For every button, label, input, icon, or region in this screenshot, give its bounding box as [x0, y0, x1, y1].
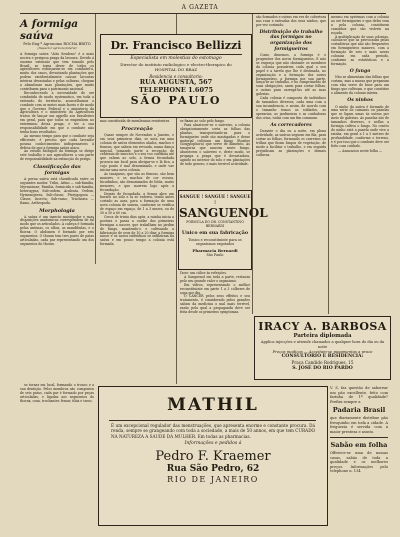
column-4: [256, 16, 326, 157]
section-heading: Distribuição do trabalho das formigas no organização dos formigueiros: [259, 29, 323, 52]
ad-sanguenol-desc: Tonico e reconstituinte para os organismos exgotados: [188, 238, 242, 247]
ad-iracy-prices: Preços modicos — Acceitam-se pagamentos a prazo: [272, 349, 373, 355]
column-2: [100, 120, 174, 247]
column-rule: [252, 14, 253, 314]
article-paragraph: A Sanguenol em toda a parte, restaura pelo seu grande valor o organismo.: [180, 274, 250, 283]
masthead-title: A GAZETA: [181, 4, 219, 11]
article-paragraph: Cada colonia é composta de individuos de tamanhos diversos, cada uma com a sua incumbencia, e assim, de acordo com o tamanho temos as soldados, as operarias, as jardineiras e as cuidadoras das crias, todas com um fim commum.: [256, 96, 326, 120]
ad-iracy-location: S. JOSÉ DO RIO PARDO: [292, 365, 353, 371]
ad-sabao-title: Sabão em folha: [330, 441, 388, 449]
section-heading: O fungo: [349, 68, 371, 74]
ad-street: RUA AUGUSTA, 567: [139, 78, 213, 86]
article-paragraph: Quase sempre de Novembro a Janeiro, e em seus primeiros dias, se nota em uma colonia de saúva elementos alados, machos e femeas, que sahem em revoada, numa dança nupcial, tomando parte a recepção de centenas de insectos e o seu voo continúa até que cahem ao solo, a femea fecundada procura um local para abrigar-se e lá fica, a cujo ponto é mal denominado, e onde vae iniciar uma nova colonia.: [100, 132, 174, 173]
column-rule: [95, 14, 96, 264]
ad-iracy-services: CONSULTORIO E RESIDENCIA:: [281, 354, 364, 360]
article-paragraph: Como dissemos, a formiga é o progenitor dos novos formigueiros. E não se esqueça que não obstante os membros da colonia possuírem cada qual o seu papel e a tarefa que lhe é destinada, no organização e a formação dos novos formigueiros, a formiga por sua parte, lança-se ao trabalho, e no cumprimento de suas obrigações, saem para cortar folhas, e outras para carregá-las até as suas galerias.: [256, 53, 326, 97]
ad-padaria-intro: V. S. faz questão de saborear um pão excellente, feito com farinha de 1ª qualidade? Prefira sempre a: [330, 386, 388, 404]
section-heading: Morphologia: [39, 207, 75, 214]
ad-rule: [109, 420, 316, 421]
ad-sanguenol-tagline: Unico em sua fabricação: [181, 230, 249, 236]
ad-iracy-title: IRACY A. BARBOSA: [258, 320, 387, 333]
section-heading: Os ninhos: [347, 97, 373, 103]
article-paragraph: A formiga saúva "Atta Sexdens" é a mais nociva e perigosa praga da lavoura. Devido á enorme extensão que tem tomado pelo Brasil, se torna dever de todos os agricultores esforçarem-se em combatel-a, muito dos casos, devastando plantações que podem excidentalmente causar lavouras inteiras devastadas e pelas culturas, chegam a abandonar suas plantações, que muito contribuem para o patrimonio nacional.: [20, 51, 94, 91]
column-3: [180, 120, 250, 167]
masthead-rule: [20, 13, 386, 14]
ad-sanguenol-headline: SANGUE ! SANGUE ! SANGUE !: [179, 194, 251, 205]
ad-bellizzi: [100, 34, 252, 118]
article-paragraph: são formados e outras em vez de cobertura nas ruas e entradas dos seus ninhos, que por vez cortando.: [256, 15, 327, 27]
article-paragraph: Durante o dia ou a noite, em plena actividade, as saúvas seguem em fila, para cortar as folhas, formando os carreiros ou trilhas que ficam limpos de vegetação, de modo a facilitar o trabalho, e em seguida prejudicam as plantações e demais culturas.: [256, 129, 326, 157]
ad-sanguenol: [178, 190, 268, 270]
article-paragraph: Dose: um cálice ás refeições.: [180, 271, 227, 275]
article-paragraph: Depois de fecundada, a femea abre um buraco no solo e la se enterra, tendo antes cortado as azas, para a formação de uma nova colonia de saúvas, conforme se verifica de espaço em espaço, de 1 a 3 mezes, ou de 30 a 50 a 60 cm.: [100, 191, 174, 216]
article-paragraph: mas constituida de membranas resistentes.: [100, 119, 171, 123]
article-byline: Pelo Eng.º Agronomo ROCHA BRITO: [23, 42, 91, 46]
column-footer: — Annuncios neste folha —: [337, 149, 383, 154]
column-1-lower: [20, 384, 94, 404]
article-paragraph: Cerca de trinta dias após, a rainha inicia a postura e passa a cuidar das primeiras formigas a nascer, que trabalham no jardim de fungo, mantendo-o e cultivando a fabricação de ovos de 10 a 20 dias; a formiga nasce e os novos individuos se enfileiram na saúva e em pouco tempo a colonia está formada.: [100, 214, 174, 247]
article-paragraph: Ao mesmo tempo para que o combate seja efficiente, é preciso que cada lavrador possua conhecimentos indispensaveis á defesa de que a formiga saúva ataca.: [20, 133, 94, 150]
article-paragraph: Ao estudo biologico da formiga se dirige este trabalho e aos agricultores a sua parte de responsabilidade na extincção do perigo.: [20, 149, 94, 162]
article-paragraph: Em vidros, representando o melhor reconstituinte em parte 1 a 3 colheres de sopa por dia.: [180, 282, 250, 295]
ad-mathil-city: RIO DE JANEIRO: [167, 475, 259, 485]
section-heading: Classificação das formigas: [33, 164, 81, 177]
article-byline-role: (Inspector agricola federal): [37, 45, 77, 50]
ad-iracy-address: Praça Candido Rodrigues, 15: [291, 360, 354, 366]
ad-sanguenol-address: São Paulo: [206, 253, 224, 258]
ad-city: SÃO PAULO: [130, 94, 222, 107]
ad-iracy-barbosa: [254, 316, 391, 380]
ad-mathil-agent: Pedro F. Kraemer: [155, 449, 271, 465]
article-paragraph: A perna saúva está classificada entre os seguintes modos: Tribu, Attini — sub-familia, Myrmicinae; Familia, formicida e sub-familia, heterogyna; Sub-ordem, Aculeata. Ordem, Hymenoptera; Sub-classe, Pterygogoea — Classe, Insecta; Sub-ramo, Tracheata — Ramo, Arthropoda.: [20, 177, 94, 205]
ad-rule: [330, 437, 388, 438]
ad-mathil-body: É um excepcional regulador das menstruações, que apresenta enorme e constante procura. Dá renda, sempre se grangeando com toda a sociedade, a mais de 50 annos, em que tem CURADO NA NATUREZA A SAUDE DA MULHER. Em todas as pharmacias.: [111, 423, 315, 439]
ad-sabao-body: Offerece-se uma de nossas casas, sabão de toda a qualidade e os melhores preços. Informações pelo telephone n. 134: [330, 451, 388, 473]
ad-sanguenol-pharmacy: Pharmacia Bernardi: [192, 248, 238, 254]
article-title: A formiga saúva: [20, 18, 79, 42]
ad-role: Director do instituto radiologico e electro-therapico do HOSPITAL DO BRAZ: [120, 62, 232, 72]
ad-padaria: [330, 386, 388, 474]
ad-phone: TELEPHONE 1.6075: [138, 85, 214, 94]
article-paragraph: Reconhecendo a necessidade de ser combatida de modo systematico, em toda a extensão do territorio, aconselhamos o combate com os meios mais faceis e de modo que o Governo Federal e o ministerio da Agricultura e o ministerio da Agricultura tratou de lançar um appello aos brasileiros em geral, para que todos se empenhem no exterminio dessa praga, e ter a sua responsabilidade em que o combate não tenha bons resultados.: [20, 90, 94, 134]
ad-iracy-subtitle: Parteira diplomada: [293, 333, 352, 339]
ad-sanguenol-formula: FORMULA DO DR. CONSTANTINO BERNARDI: [186, 220, 244, 228]
ad-iracy-line: Applica injecções e attende chamados a qualquer hora do dia ou da noite: [260, 340, 385, 349]
column-3-lower: [180, 272, 250, 315]
column-rule: [328, 14, 329, 314]
ad-mathil-street: Rua São Pedro, 62: [166, 464, 260, 475]
article-paragraph: Não se alimentam das folhas que cortam, mas a massa que preparam com elas serve de base para um fungo que cultivam, e que constitue o alimento da colonia inteira.: [331, 75, 389, 95]
ad-residence-label: Residencia e consultorio:: [149, 74, 203, 79]
article-paragraph: O CANCER pelos seus effeitos e seu tratamento, é considerado pelos grandes sabios da medicina o mal mais terrivel, razão pela qual a propaganda deve ser feita desde os primeiros symptomas.: [180, 294, 250, 315]
column-5: [331, 16, 389, 154]
article-paragraph: Para abastecer-se o saúveiro, a colonia obrigatoriamente corta as folhas das plantas, transportando-as para o formigueiro onde são mastigadas e desse material cultivam um fungo (Rozites Gongylophora) que serve de alimento. As tanajuras que nascem neste fungo, abastecem o saúveiro e, deste modo, se propaga a praga que é devastadora, agindo no interior do solo e em plantações de todo genero, e mais terrivel actividade.: [180, 122, 250, 166]
ad-mathil: [98, 386, 328, 526]
article-paragraph: O ninho da saúva é formado de uma serie de camaras ou panelas que se ligam umas ás outras por meio de galerias. As panelas são de tamanhos diversos, e nellas a formiga cultiva o fungo. No centro do ninho está a panela onde vive a rainha, em geral a 1 a 5 metros de profundidade, conforme o terreno, e é por isso que o combate deve ser feito com cuidado.: [331, 104, 389, 148]
ad-padaria-body: que diariamente distribue pão fresquinho em toda a cidade. A freguezia é servida com a maior presteza e asseio.: [330, 416, 388, 434]
article-paragraph: As tanajuras, que são as femeas, são bem maiores, e os machos de cor escura, bicudinhos, são denominados de bitús, muito menores, e que morrem logo após a fecundação.: [100, 171, 174, 192]
article-paragraph: A multiplicação de suas colonias, calcula-se que as provocadas pelas cortadeiras que não são frequentes em formigueiros maiores, com a formação de seis e mais novas colonias em cada periodo, conforme as estatísticas e a formação.: [331, 34, 389, 66]
section-heading: As correcadores: [270, 122, 312, 128]
ad-mathil-info: Informações e pedidos á: [184, 441, 242, 447]
article-paragraph: se fixam ao solo pelo fungo.: [180, 119, 225, 123]
ad-padaria-title: Padaria Brasil: [332, 406, 386, 414]
article-paragraph: A saúva é um insecto mastigador e suas disposições anatomicas correspondem de tal modo que os articulados. A cabeça é formada pelas antenas, os olhos, as mandibulas, e o thorax. O abdomen é formado por seis segmentos. O thorax tem tres pares de patas articuladas, cada par representando um dos segmentos do thorax.: [20, 214, 94, 246]
ad-doctor-name: Dr. Francisco Bellizzi: [110, 39, 242, 52]
ad-mathil-title: MATHIL: [167, 395, 259, 415]
article-formiga: [20, 18, 94, 247]
ad-specialty: Especialista em molestias do estomago: [130, 56, 222, 61]
section-heading: Procreação: [121, 125, 153, 132]
ad-rule: [109, 54, 242, 55]
article-paragraph: se tornar em local, formando o tronco e a sua dentição. Pelos membros são compostos de seis patas, cada par é formado por peças articuladas, e ligadas aos segmentos do thorax, coxa, trochanter, femur, tibia e tarso.: [20, 383, 94, 403]
article-paragraph: mesmo em systemas com a colonia ao ser formigueiro e que deles vem a pela colonia, constituem caminhos que são visíveis na roçada.: [331, 15, 389, 35]
ad-sanguenol-brand: SANGUENOL: [179, 206, 268, 220]
